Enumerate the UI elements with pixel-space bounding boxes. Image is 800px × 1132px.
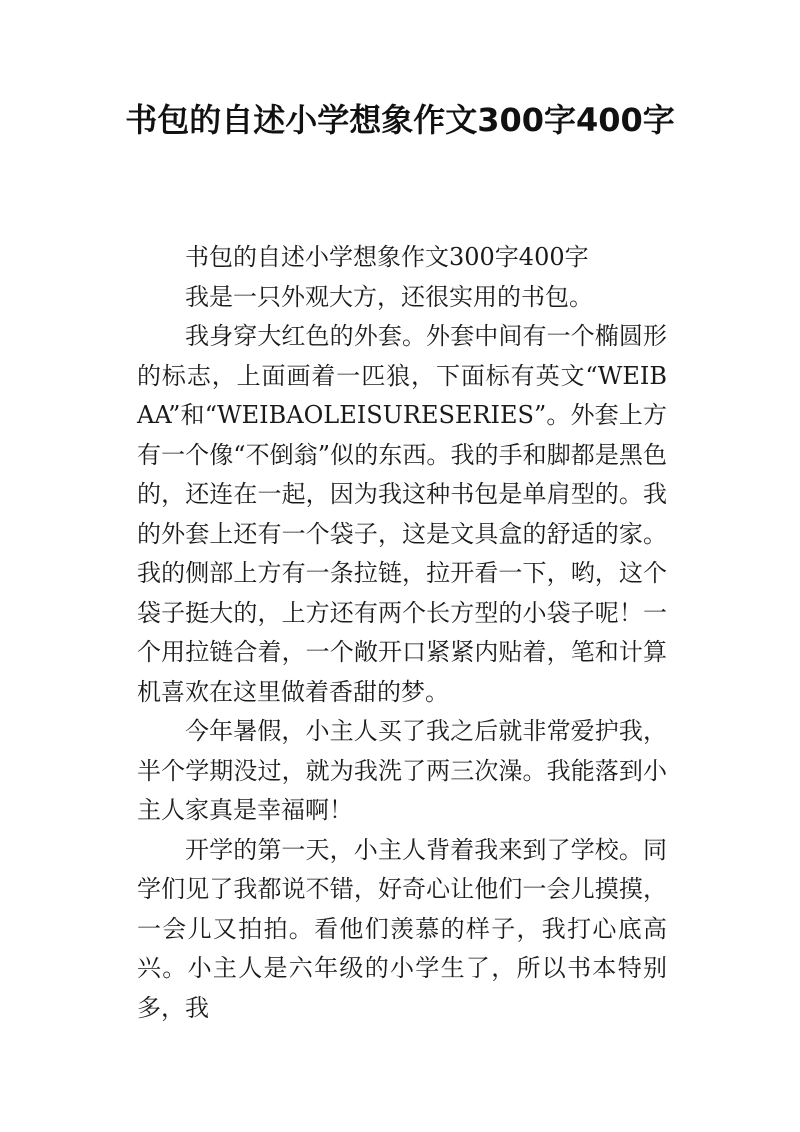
paragraph-heading-repeat: 书包的自述小学想象作文300字400字 [185, 243, 589, 271]
paragraph-school-day: 开学的第一天，小主人背着我来到了学校。同学们见了我都说不错，好奇心让他们一会儿摸摸，一会儿又拍拍。看他们羡慕的样子，我打心底高兴。小主人是六年级的小学生了，所以书本特别多，我 [137, 835, 667, 1022]
document-body [137, 238, 667, 1028]
document-title: 书包的自述小学想象作文300字400字 [125, 101, 675, 139]
paragraph-intro: 我是一只外观大方，还很实用的书包。 [185, 282, 593, 311]
paragraph-summer: 今年暑假，小主人买了我之后就非常爱护我，半个学期没过，就为我洗了两三次澡。我能落到小主人家真是幸福啊！ [137, 717, 667, 824]
paragraph-appearance: 我身穿大红色的外套。外套中间有一个椭圆形的标志，上面画着一匹狼，下面标有英文“WEIBAA”和“WEIBAOLEISURESERIES”。外套上方有一个像“不倒翁”似的东西。我的手和脚都是黑色的，还连在一起，因为我这种书包是单肩型的。我的外套上还有一个袋子，这是文具盒的舒适的家。我的侧部上方有一条拉链，拉开看一下，哟，这个袋子挺大的，上方还有两个长方型的小袋子呢！一个用拉链合着，一个敞开口紧紧内贴着，笔和计算机喜欢在这里做着香甜的梦。 [137, 322, 667, 706]
